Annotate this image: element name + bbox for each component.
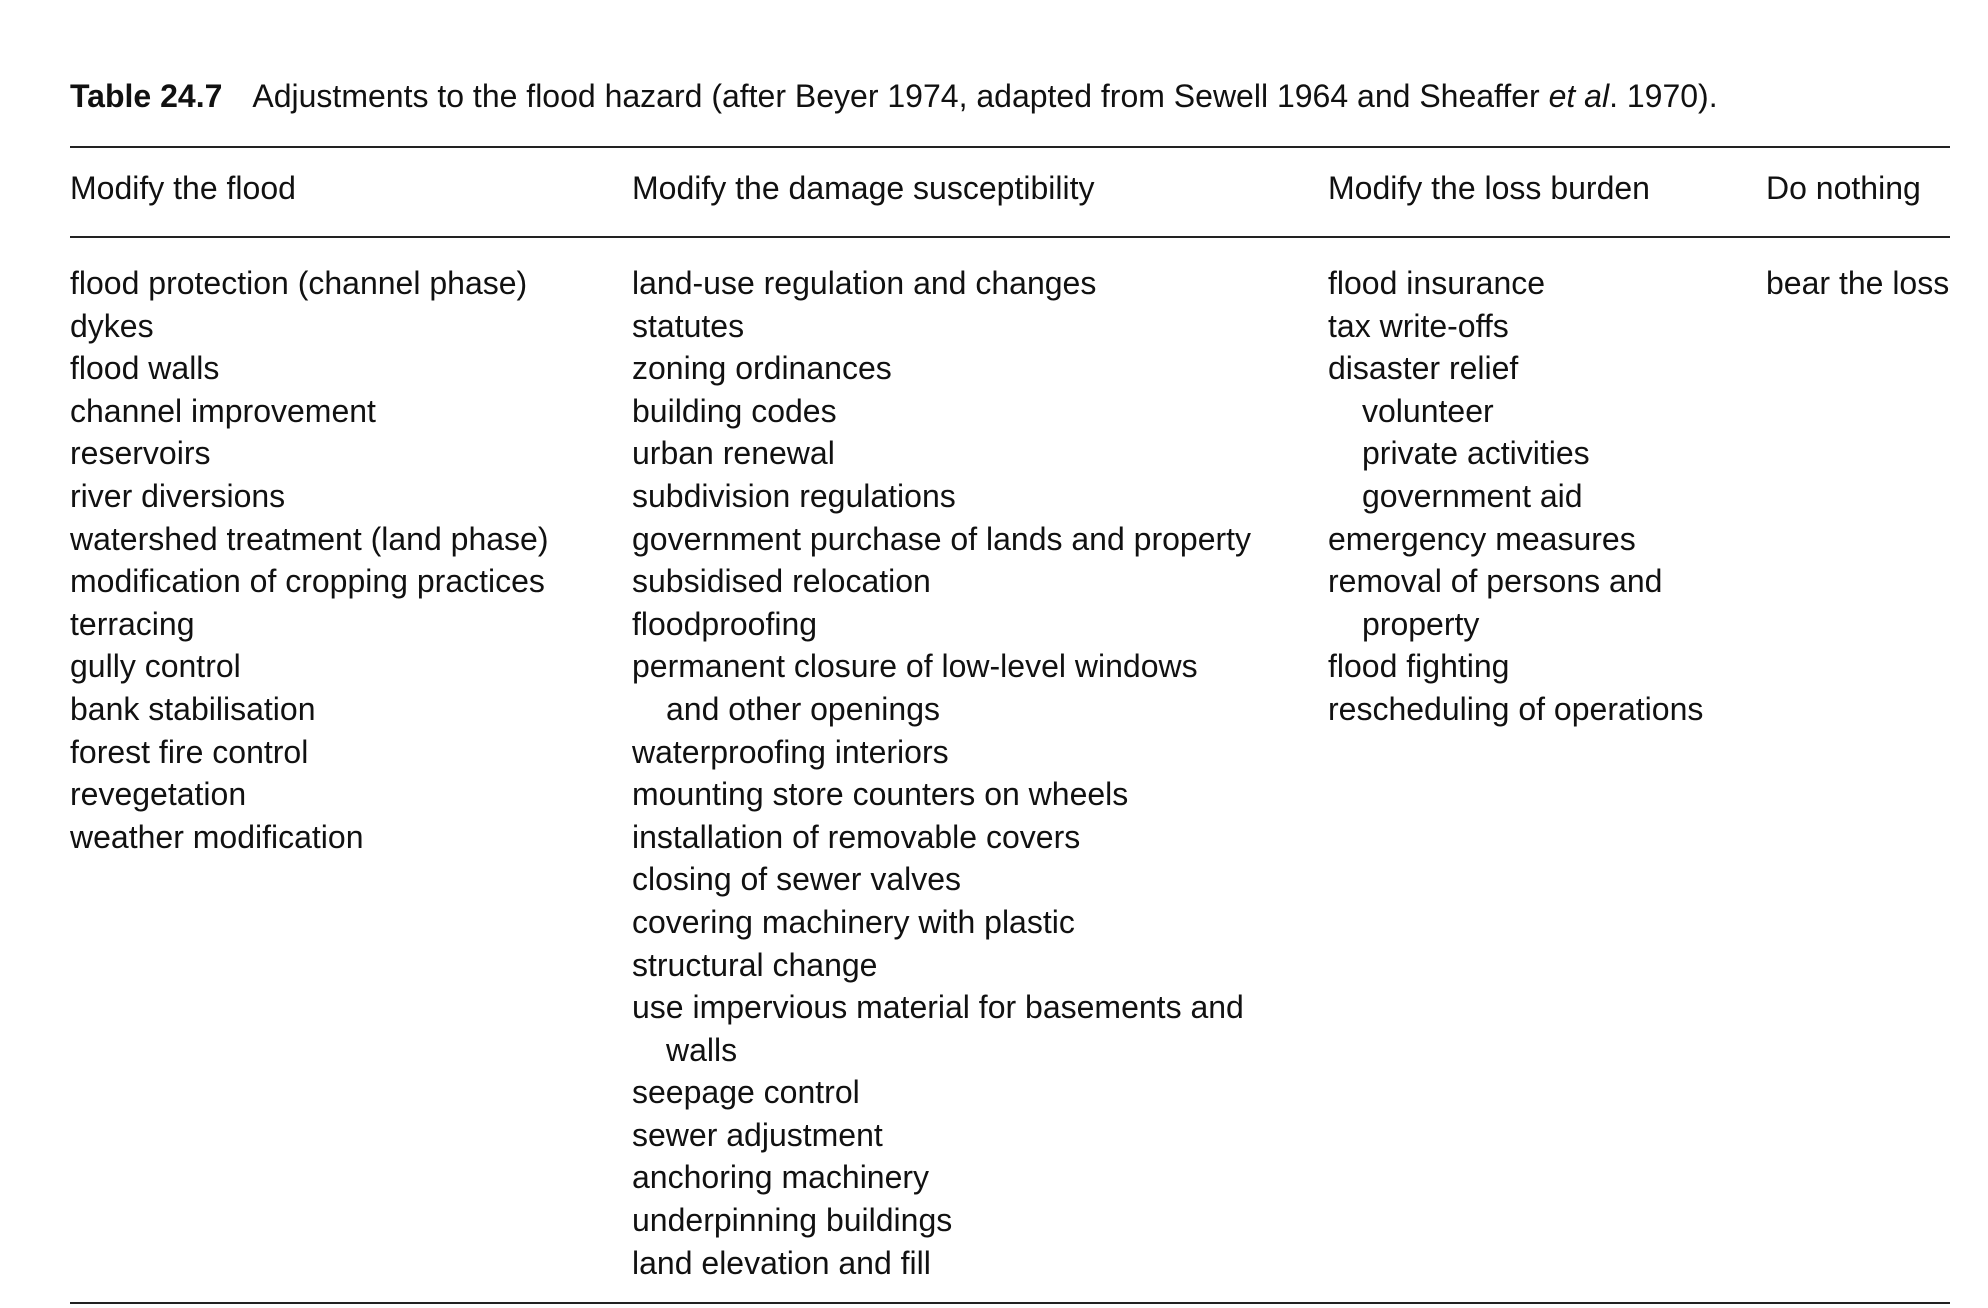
list-item: use impervious material for basements and xyxy=(632,989,1244,1026)
table-title-italic: et al xyxy=(1548,78,1610,114)
list-item: seepage control xyxy=(632,1074,860,1111)
list-item: sewer adjustment xyxy=(632,1116,883,1153)
list-item: gully control xyxy=(70,648,241,685)
list-item: zoning ordinances xyxy=(632,350,892,387)
column-header-modify-flood: Modify the flood xyxy=(70,170,296,206)
list-item: watershed treatment (land phase) xyxy=(70,520,549,557)
list-item: statutes xyxy=(632,307,745,344)
list-item: closing of sewer valves xyxy=(632,861,962,898)
list-item: flood fighting xyxy=(1328,648,1510,685)
list-item: mounting store counters on wheels xyxy=(632,776,1129,813)
column-do-nothing xyxy=(1766,262,1949,305)
list-item: forest fire control xyxy=(70,733,309,770)
list-item: bear the loss xyxy=(1766,265,1950,301)
table-caption xyxy=(70,76,1718,116)
list-item: river diversions xyxy=(70,477,286,514)
list-item: structural change xyxy=(632,946,878,983)
table-title-end: . 1970). xyxy=(1609,78,1718,114)
column-header-modify-loss: Modify the loss burden xyxy=(1328,170,1650,206)
list-item: subsidised relocation xyxy=(632,563,931,600)
list-item: government purchase of lands and property xyxy=(632,520,1252,557)
list-subitem: government aid xyxy=(1362,477,1583,514)
header-rule xyxy=(70,236,1950,238)
column-modify-damage xyxy=(632,262,1251,1284)
list-item: installation of removable covers xyxy=(632,818,1081,855)
list-item: revegetation xyxy=(70,776,247,813)
column-modify-flood xyxy=(70,262,548,858)
list-item: modification of cropping practices xyxy=(70,563,545,600)
list-item: removal of persons and xyxy=(1328,563,1663,600)
list-item: flood walls xyxy=(70,350,220,387)
list-item: tax write-offs xyxy=(1328,307,1509,344)
list-item: permanent closure of low-level windows xyxy=(632,648,1198,685)
list-item: underpinning buildings xyxy=(632,1202,953,1239)
list-item: subdivision regulations xyxy=(632,477,956,514)
list-item: anchoring machinery xyxy=(632,1159,930,1196)
top-rule xyxy=(70,146,1950,148)
column-header-do-nothing: Do nothing xyxy=(1766,170,1921,206)
bottom-rule xyxy=(70,1302,1950,1304)
list-item-continuation: and other openings xyxy=(666,690,940,727)
list-item-continuation: property xyxy=(1362,605,1480,642)
list-item: flood insurance xyxy=(1328,265,1546,301)
list-item: bank stabilisation xyxy=(70,690,316,727)
list-subitem: private activities xyxy=(1362,435,1590,472)
list-item: channel improvement xyxy=(70,392,376,429)
list-item: disaster relief xyxy=(1328,350,1519,387)
table-title xyxy=(252,78,1717,114)
list-item: covering machinery with plastic xyxy=(632,903,1075,940)
table-title-text: Adjustments to the flood hazard (after Beyer 1974, adapted from Sewell 1964 and Sheaffer xyxy=(252,78,1549,114)
column-header-modify-damage: Modify the damage susceptibility xyxy=(632,170,1095,206)
list-item: land elevation and fill xyxy=(632,1244,931,1281)
list-item: land-use regulation and changes xyxy=(632,265,1097,301)
list-item: waterproofing interiors xyxy=(632,733,949,770)
list-item: terracing xyxy=(70,605,195,642)
table-number: Table 24.7 xyxy=(70,78,223,114)
list-item: dykes xyxy=(70,307,154,344)
column-modify-loss xyxy=(1328,262,1703,731)
list-item: flood protection (channel phase) xyxy=(70,265,528,301)
list-item: floodproofing xyxy=(632,605,818,642)
list-item: emergency measures xyxy=(1328,520,1636,557)
list-item: rescheduling of operations xyxy=(1328,690,1704,727)
list-item: urban renewal xyxy=(632,435,835,472)
list-item-continuation: walls xyxy=(666,1031,738,1068)
list-item: weather modification xyxy=(70,818,364,855)
list-item: reservoirs xyxy=(70,435,211,472)
list-item: building codes xyxy=(632,392,837,429)
list-subitem: volunteer xyxy=(1362,392,1494,429)
